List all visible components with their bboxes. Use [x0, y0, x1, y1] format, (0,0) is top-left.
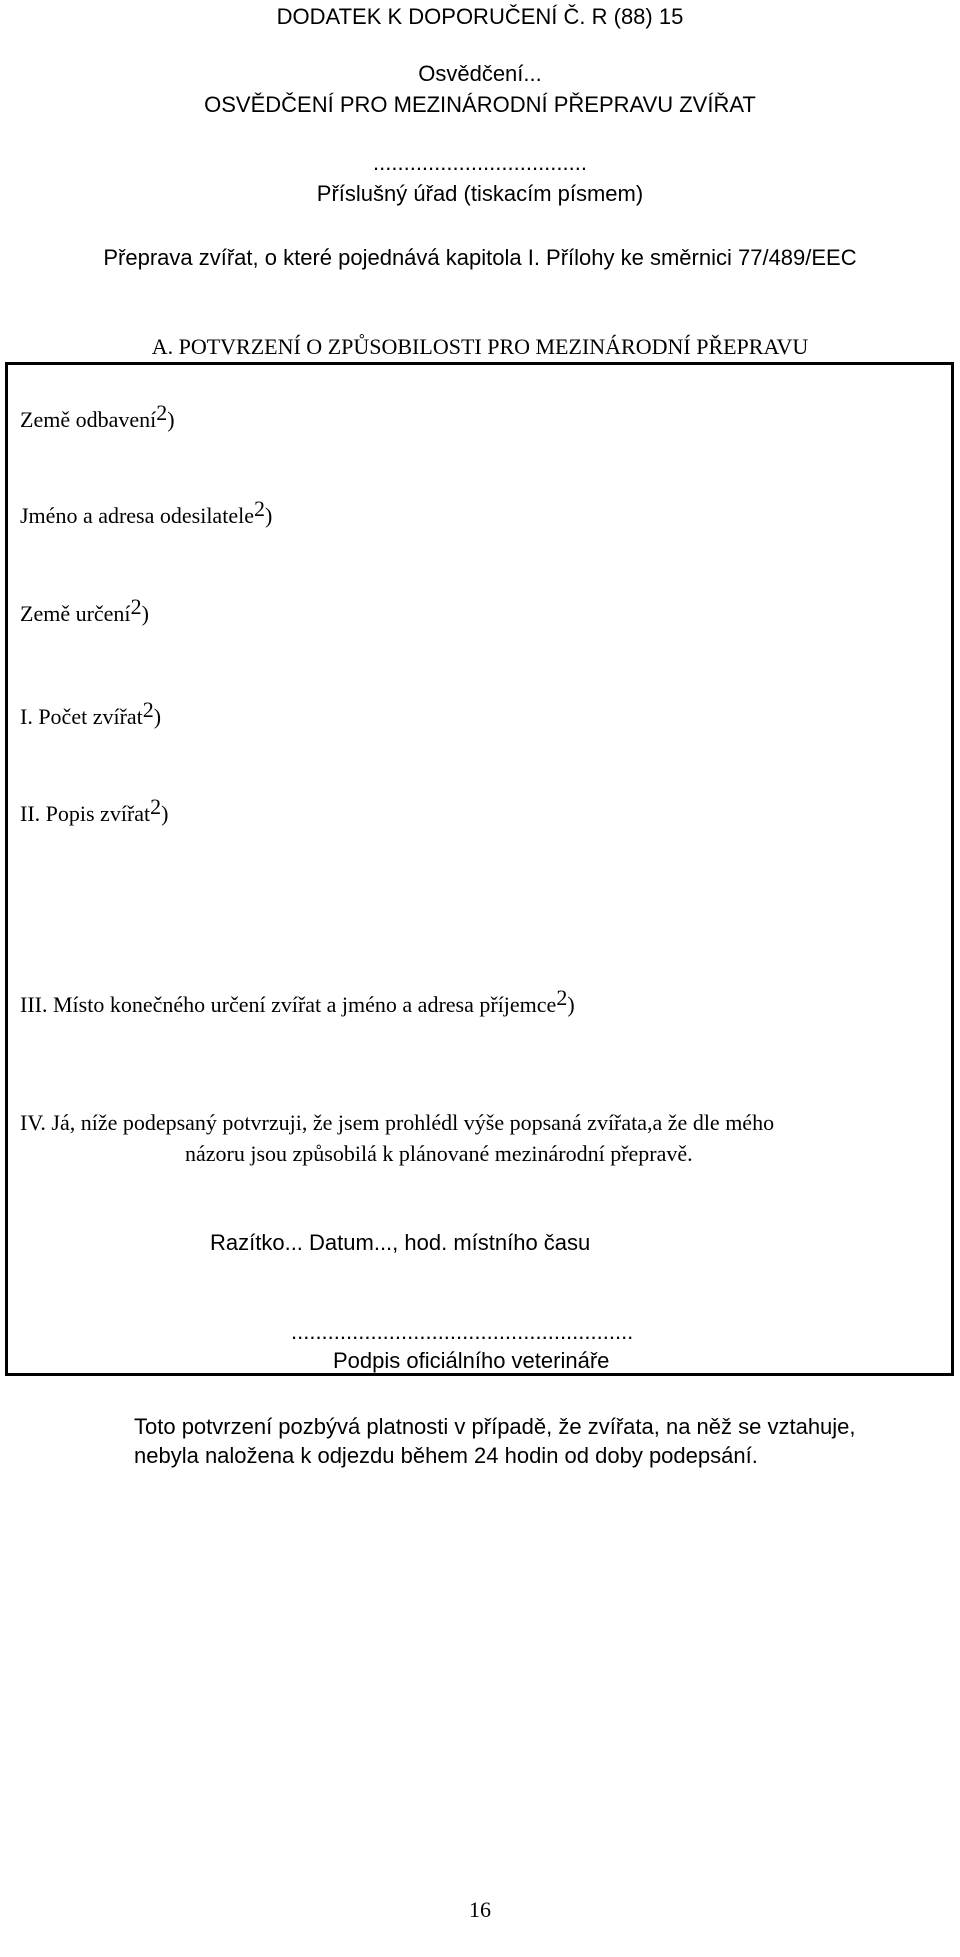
footnote-mark: 2	[130, 594, 142, 619]
footnote-mark: 2	[142, 697, 154, 722]
field-label: I. Počet zvířat	[20, 704, 143, 729]
field-label: II. Popis zvířat	[20, 801, 151, 826]
field-label: Jméno a adresa odesilatele	[20, 503, 254, 528]
certificate-title: OSVĚDČENÍ PRO MEZINÁRODNÍ PŘEPRAVU ZVÍŘAT	[204, 92, 756, 117]
authority-dots: ...................................	[373, 150, 587, 175]
certificate-form	[5, 362, 954, 1376]
section-title: A. POTVRZENÍ O ZPŮSOBILOSTI PRO MEZINÁRODNÍ PŘEPRAVU	[151, 334, 809, 359]
field-label: Země odbavení	[20, 407, 157, 432]
field-final-destination-recipient: III. Místo konečného určení zvířat a jméno a adresa příjemce2)	[20, 985, 575, 1017]
footnote-mark: 2	[150, 794, 162, 819]
field-description-of-animals: II. Popis zvířat2)	[20, 794, 169, 826]
declaration-line-1: IV. Já, níže podepsaný potvrzuji, že jsem prohlédl výše popsaná zvířata,a že dle mého	[20, 1110, 775, 1135]
field-number-of-animals: I. Počet zvířat2)	[20, 697, 162, 729]
declaration-line-2: názoru jsou způsobilá k plánované mezinárodní přepravě.	[185, 1141, 693, 1166]
document-title: DODATEK K DOPORUČENÍ Č. R (88) 15	[276, 4, 684, 29]
field-country-of-destination: Země určení2)	[20, 594, 149, 626]
certificate-reference: Osvědčení...	[418, 61, 542, 86]
authority-label: Příslušný úřad (tiskacím písmem)	[316, 181, 644, 206]
validity-note-line-2: nebyla naložena k odjezdu během 24 hodin od doby podepsání.	[134, 1443, 758, 1468]
field-sender-name-address: Jméno a adresa odesilatele2)	[20, 496, 273, 528]
page-number: 16	[469, 1897, 491, 1922]
field-country-of-dispatch: Země odbavení2)	[20, 400, 175, 432]
stamp-date-line: Razítko... Datum..., hod. místního času	[210, 1230, 591, 1255]
field-label: Země určení	[20, 601, 131, 626]
signature-label: Podpis oficiálního veterináře	[333, 1348, 610, 1373]
subtitle: Přeprava zvířat, o které pojednává kapitola I. Přílohy ke směrnici 77/489/EEC	[103, 245, 857, 270]
footnote-mark: 2	[556, 985, 568, 1010]
field-label: III. Místo konečného určení zvířat a jméno a adresa příjemce	[20, 992, 557, 1017]
validity-note-line-1: Toto potvrzení pozbývá platnosti v případě, že zvířata, na něž se vztahuje,	[134, 1414, 856, 1439]
footnote-mark: 2	[253, 496, 265, 521]
signature-dots: ........................................................	[291, 1319, 634, 1344]
footnote-mark: 2	[156, 400, 168, 425]
